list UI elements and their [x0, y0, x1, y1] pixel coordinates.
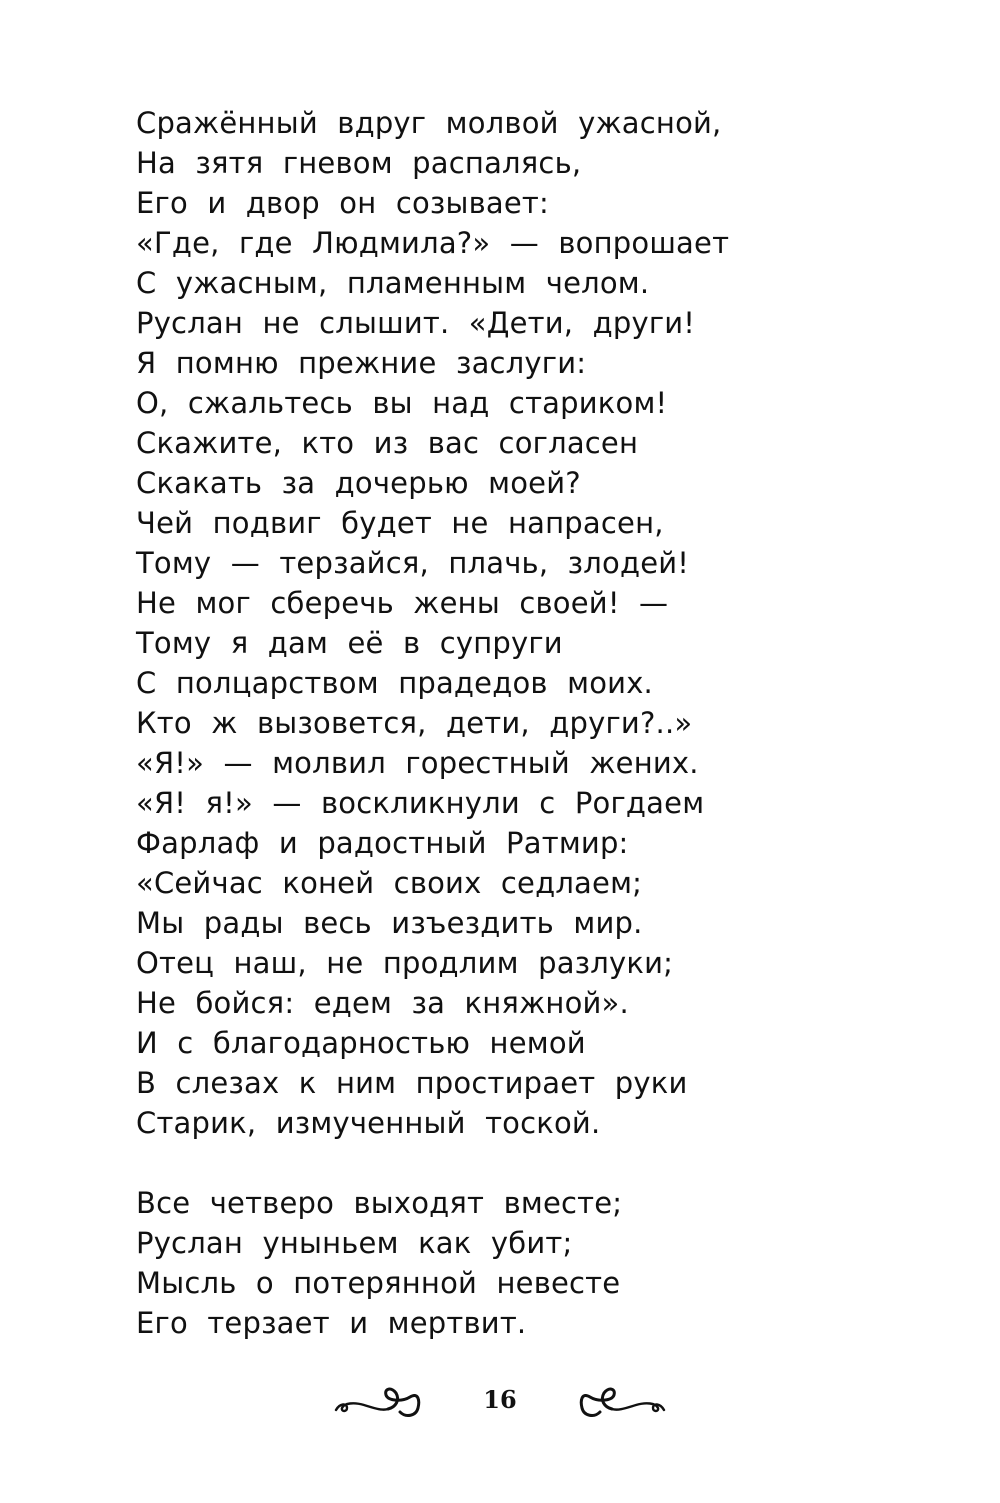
poem-line: Чей подвиг будет не напрасен, [136, 506, 664, 540]
poem-line: О, сжальтесь вы над стариком! [136, 386, 668, 420]
poem-line: «Сейчас коней своих седлаем; [136, 866, 643, 900]
poem-line: «Я!» — молвил горестный жених. [136, 746, 699, 780]
poem-line: Скажите, кто из вас согласен [136, 426, 639, 460]
poem-line: Отец наш, не продлим разлуки; [136, 946, 674, 980]
poem-line: Не бойся: едем за княжной». [136, 986, 629, 1020]
poem-line: Скакать за дочерью моей? [136, 466, 581, 500]
poem-line: Я помню прежние заслуги: [136, 346, 587, 380]
poem-line: Тому я дам её в супруги [136, 626, 563, 660]
page-footer [0, 1370, 1000, 1430]
poem-line: Старик, измученный тоской. [136, 1106, 601, 1140]
flourish-ornament-right-icon [570, 1378, 670, 1424]
poem-line: В слезах к ним простирает руки [136, 1066, 688, 1100]
poem-line: На зятя гневом распалясь, [136, 146, 582, 180]
stanza-2 [136, 1183, 836, 1343]
poem-line: Мысль о потерянной невесте [136, 1266, 621, 1300]
poem-line: Руслан не слышит. «Дети, други! [136, 306, 696, 340]
poem-line: Фарлаф и радостный Ратмир: [136, 826, 629, 860]
poem-line: Не мог сберечь жены своей! — [136, 586, 669, 620]
poem-line: Его терзает и мертвит. [136, 1306, 527, 1340]
page-number: 16 [483, 1385, 517, 1414]
poem-line: «Я! я!» — воскликнули с Рогдаем [136, 786, 705, 820]
stanza-1 [136, 103, 836, 1143]
poem-line: Тому — терзайся, плачь, злодей! [136, 546, 690, 580]
poem-line: Кто ж вызовется, дети, други?..» [136, 706, 693, 740]
poem-line: Его и двор он созывает: [136, 186, 549, 220]
poem-line: Руслан уныньем как убит; [136, 1226, 573, 1260]
poem-line: С ужасным, пламенным челом. [136, 266, 650, 300]
poem-line: Мы рады весь изъездить мир. [136, 906, 643, 940]
poem-line: Сражённый вдруг молвой ужасной, [136, 106, 722, 140]
flourish-ornament-left-icon [330, 1378, 430, 1424]
poem-line: И с благодарностью немой [136, 1026, 586, 1060]
poem-line: Все четверо выходят вместе; [136, 1186, 623, 1220]
poem-line: С полцарством прадедов моих. [136, 666, 653, 700]
poem-text [136, 103, 836, 1343]
poem-line: «Где, где Людмила?» — вопрошает [136, 226, 730, 260]
